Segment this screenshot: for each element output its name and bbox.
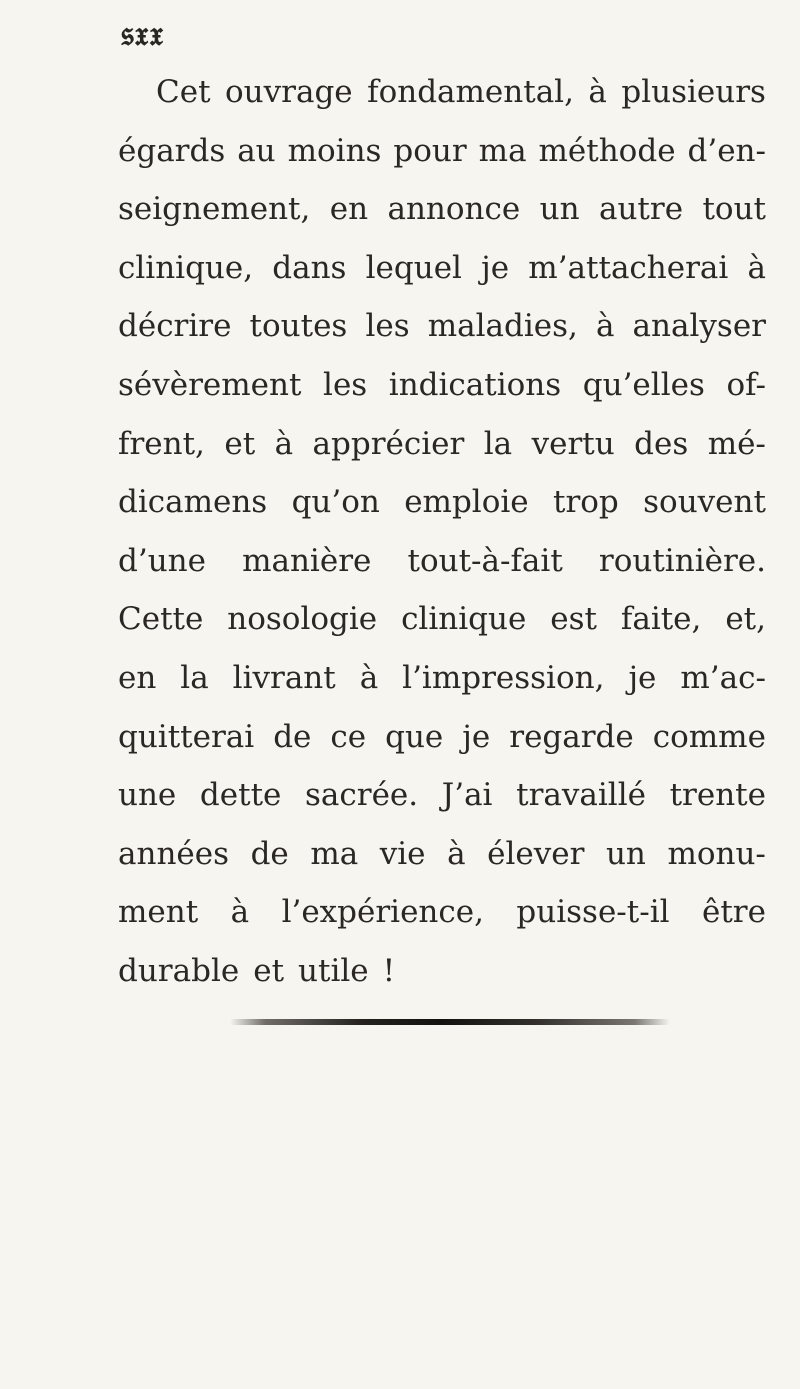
word: manière (242, 542, 372, 579)
word: d’en- (687, 132, 766, 169)
word: de (250, 835, 289, 872)
word: ma (310, 835, 359, 872)
word: une (118, 777, 177, 814)
word: pour (393, 132, 467, 169)
word: être (702, 894, 766, 931)
word: la (180, 659, 209, 696)
text-line (118, 180, 766, 239)
word: à (747, 249, 766, 286)
text-line (118, 708, 766, 767)
word: lequel (365, 249, 462, 286)
word: travaillé (516, 777, 646, 814)
word: Cet (156, 74, 211, 110)
word: Cette (118, 601, 204, 638)
word: un (539, 191, 580, 228)
word: maladies, (427, 308, 578, 345)
word: faite, (620, 601, 702, 638)
word: en (329, 191, 369, 228)
word: mé- (707, 425, 766, 462)
word: à (274, 425, 294, 462)
word: qu’elles (582, 366, 705, 403)
decorative-rule (230, 1019, 670, 1025)
word: trente (669, 777, 766, 814)
text-line (118, 532, 766, 591)
word: tout-à-fait (407, 542, 563, 579)
word: de (273, 718, 312, 755)
word: et (224, 425, 256, 462)
word: ! (382, 952, 396, 989)
word: apprécier (312, 425, 465, 462)
word: utile (298, 952, 369, 989)
word: ce (330, 718, 367, 755)
word: plusieurs (621, 74, 766, 110)
word: je (628, 659, 657, 696)
text-line (118, 590, 766, 649)
word: routinière. (598, 542, 766, 579)
word: d’une (118, 542, 206, 579)
word: durable (118, 952, 240, 989)
word: J’ai (441, 777, 493, 814)
word: ment (118, 894, 199, 931)
text-line (118, 942, 766, 1001)
word: et (253, 952, 285, 989)
text-line (118, 415, 766, 474)
word: autre (598, 191, 684, 228)
word: et, (725, 601, 766, 638)
word: est (550, 601, 597, 638)
word: trop (552, 484, 619, 521)
word: les (323, 366, 368, 403)
word: un (605, 835, 646, 872)
word: toutes (249, 308, 348, 345)
text-line (118, 356, 766, 415)
text-line (118, 883, 766, 942)
word: souvent (643, 484, 766, 521)
text-line (118, 649, 766, 708)
word: décrire (118, 308, 232, 345)
word: années (118, 835, 230, 872)
text-line (118, 63, 766, 122)
word: les (365, 308, 410, 345)
text-line (118, 297, 766, 356)
word: en (118, 659, 157, 696)
word: indications (388, 366, 562, 403)
word: égards (118, 132, 226, 169)
text-line (118, 473, 766, 532)
body-paragraph (118, 63, 766, 1001)
word: à (447, 835, 466, 872)
word: comme (652, 718, 766, 755)
word: seignement, (118, 191, 311, 228)
word: la (483, 425, 513, 462)
word: m’ac- (680, 659, 766, 696)
word: analyser (632, 308, 766, 345)
word: frent, (118, 425, 205, 462)
word: monu- (667, 835, 766, 872)
word: of- (726, 366, 766, 403)
word: sévèrement (118, 366, 302, 403)
word: dicamens (118, 484, 268, 521)
text-line (118, 825, 766, 884)
text-line (118, 766, 766, 825)
word: quitterai (118, 718, 255, 755)
word: regarde (509, 718, 634, 755)
word: au (237, 132, 276, 169)
word: je (481, 249, 510, 286)
word: clinique (401, 601, 527, 638)
word: élever (487, 835, 585, 872)
text-line (118, 239, 766, 298)
word: à (230, 894, 250, 931)
word: à (588, 74, 607, 110)
word: dette (199, 777, 282, 814)
word: l’expérience, (281, 894, 484, 931)
word: annonce (387, 191, 521, 228)
word: moins (287, 132, 382, 169)
word: tout (702, 191, 766, 228)
word: m’attacherai (528, 249, 729, 286)
word: puisse-t-il (516, 894, 670, 931)
word: que (385, 718, 444, 755)
word: ma (478, 132, 527, 169)
word: à (359, 659, 379, 696)
word: livrant (232, 659, 336, 696)
word: vertu (531, 425, 615, 462)
word: l’impression, (402, 659, 605, 696)
page-signature-mark: 𝔰𝔵𝔵 (121, 14, 165, 54)
word: vie (379, 835, 426, 872)
word: je (462, 718, 491, 755)
word: qu’on (291, 484, 380, 521)
word: ouvrage (225, 74, 353, 110)
word: nosologie (227, 601, 378, 638)
word: fondamental, (367, 74, 574, 110)
word: à (595, 308, 615, 345)
word: emploie (404, 484, 529, 521)
word: sacrée. (305, 777, 419, 814)
word: des (634, 425, 689, 462)
word: clinique, (118, 249, 254, 286)
word: méthode (538, 132, 676, 169)
text-line (118, 122, 766, 181)
word: dans (272, 249, 347, 286)
